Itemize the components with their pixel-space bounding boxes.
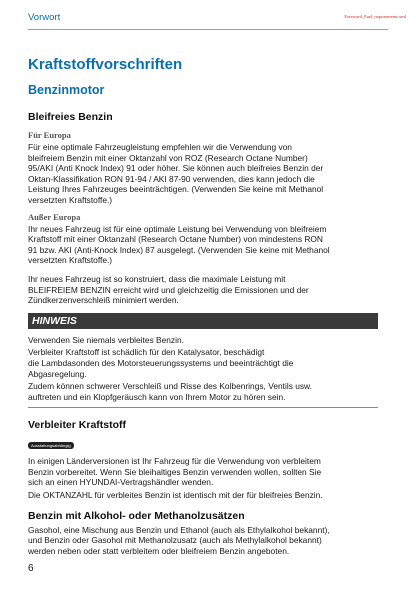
paragraph-outside-europe: Ihr neues Fahrzeug ist für eine optimale Leistung bei Verwendung von bleifreiem Kraftstoff mit einer Oktanzahl (Research Octane Number) von mindestens RON 91 bzw. AKI (Anti-Knock Index) 87 ausgelegt. (Verwenden Sie keine mit Methanol versetzten Kraftstoffe.) — [28, 223, 330, 266]
paragraph-alkohol: Gasohol, eine Mischung aus Benzin und Ethanol (auch als Ethylalkohol bekannt), und Benzin oder Gasohol mit Methanolzusatz (auch als Methylalkohol bekannt) werden neben oder statt verbleitem oder bleifreiem Benzin angeboten. — [28, 524, 330, 556]
paragraph-bleifrei-design: Ihr neues Fahrzeug ist so konstruiert, dass die maximale Leistung mit BLEIFREIEM BENZIN erreicht wird und gleichzeitig die Emissionen und der Zündkerzenverschleiß minimiert werden. — [28, 273, 309, 306]
source-file-label: Foreword_Fuel_requirements.xml — [344, 14, 406, 19]
heading-verbleit: Verbleiter Kraftstoff — [28, 419, 127, 432]
main-content — [28, 56, 378, 558]
note-paragraph-3: Zudem können schwerer Verschleiß und Risse des Kolbenrings, Ventils usw. auftreten und ein Klopfgeräusch kann von Ihrem Motor zu hören sein. — [28, 381, 312, 402]
note-banner: HINWEIS — [28, 313, 378, 329]
note-paragraph-1: Verwenden Sie niemals verbleites Benzin. — [28, 334, 184, 345]
heading-alkohol: Benzin mit Alkohol- oder Methanolzusätzen — [28, 509, 245, 522]
section-header: Vorwort — [28, 12, 61, 23]
heading-bleifrei: Bleifreies Benzin — [28, 111, 113, 123]
equipment-badge: Ausstattungsabhängig — [28, 442, 74, 449]
paragraph-verbleit-1: In einigen Länderversionen ist Ihr Fahrzeug für die Verwendung von verbleitem Benzin vorbereitet. Wenn Sie bleihaltiges Benzin verwenden wollen, sollten Sie sich an einen HYUNDAI-Vertragshändler wenden. — [28, 456, 322, 488]
region-label-outside-europe: Außer Europa — [28, 211, 81, 222]
page-title: Kraftstoffvorschriften — [28, 56, 183, 73]
page-number: 6 — [28, 563, 34, 574]
section-divider — [28, 407, 378, 408]
paragraph-verbleit-2: Die OKTANZAHL für verbleites Benzin ist identisch mit der für bleifreies Benzin. — [28, 490, 323, 501]
region-label-europe: Für Europa — [28, 130, 71, 140]
paragraph-europe: Für eine optimale Fahrzeugleistung empfehlen wir die Verwendung von bleifreiem Benzin mit einer Oktanzahl von ROZ (Research Octane Number) 95/AKI (Anti Knock Index) 91 oder höher. Sie können auch bleifreies Benzin der Oktan-Klassifikation RON 91-94 / AKI 87-90 verwenden, dies kann jedoch die Leistung Ihres Fahrzeuges beeinträchtigen. (Verwenden Sie keine mit Methanol versetzten Kraftstoffe.) — [28, 142, 324, 205]
section-title: Benzinmotor — [28, 83, 105, 97]
note-paragraph-2: Verbleiter Kraftstoff ist schädlich für den Katalysator, beschädigt die Lambdasonden des Motorsteuerungssystems und beeinträchtigt die Abgasregelung. — [28, 347, 294, 379]
header-divider — [28, 29, 388, 30]
